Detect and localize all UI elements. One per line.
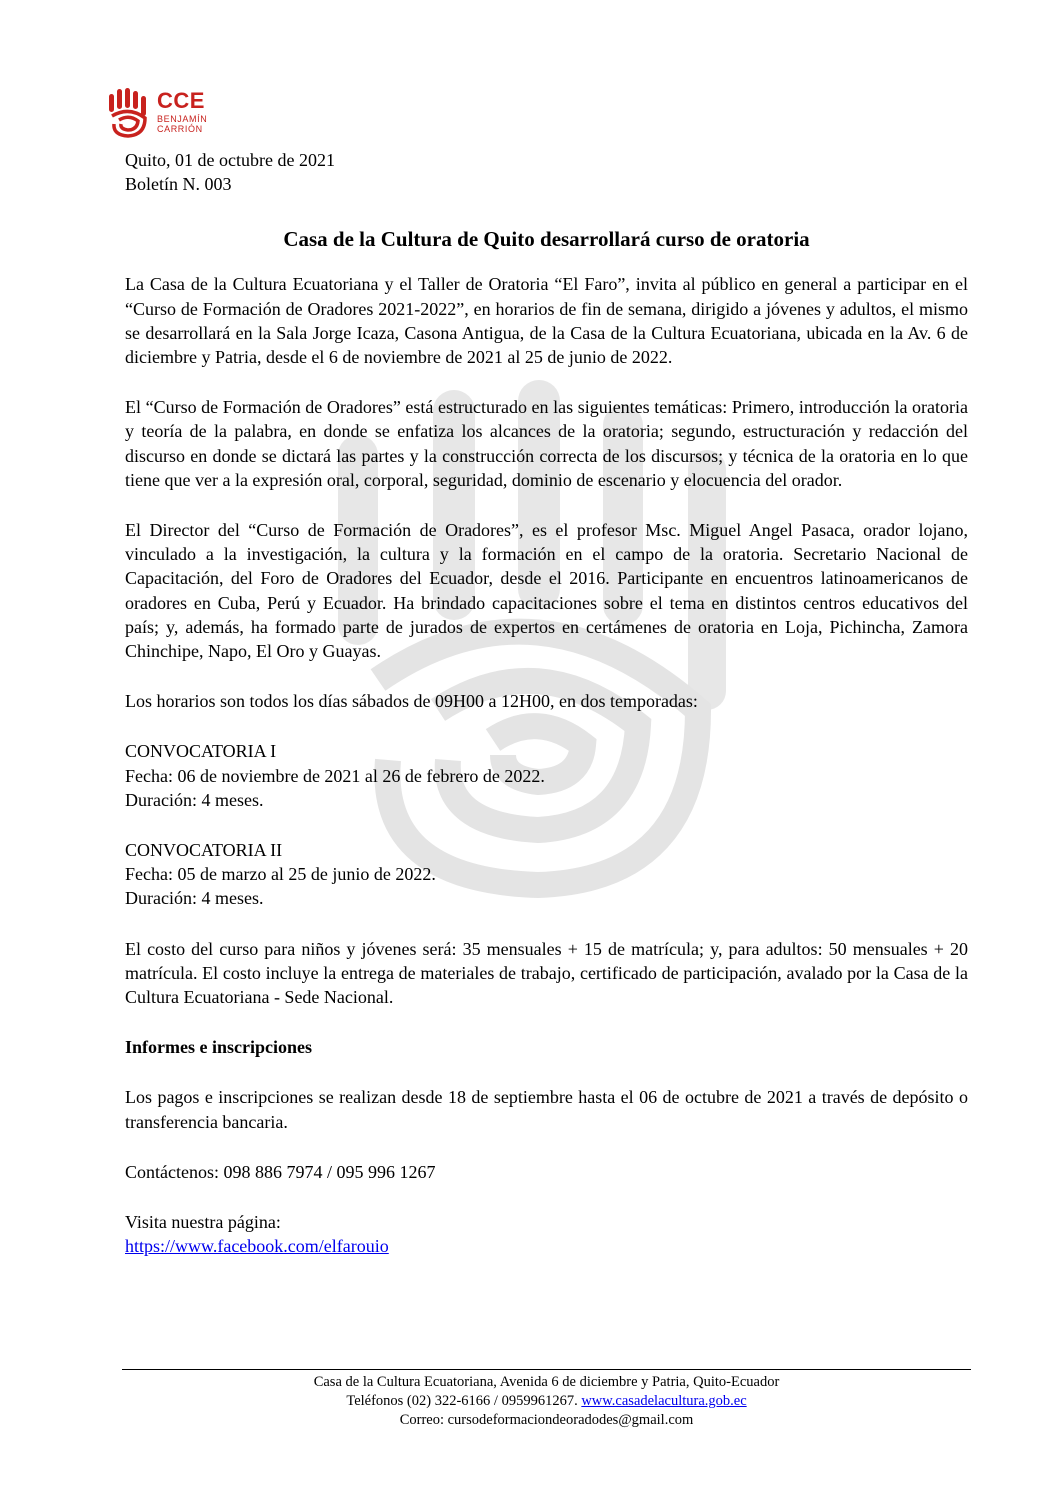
logo-line1: BENJAMÍN <box>157 114 208 124</box>
footer-email: Correo: cursodeformaciondeoradodes@gmail.com <box>399 1412 694 1428</box>
cce-hand-spiral-logo-icon <box>107 88 151 138</box>
logo-line2: CARRIÓN <box>157 124 203 134</box>
paragraph-horarios: Los horarios son todos los días sábados de 09H00 a 12H00, en dos temporadas: <box>125 691 698 712</box>
facebook-link[interactable]: https://www.facebook.com/elfarouio <box>125 1236 389 1257</box>
convocatoria-1-name: CONVOCATORIA I <box>125 741 277 762</box>
convocatoria-1-duracion: Duración: 4 meses. <box>125 789 264 810</box>
bulletin-number: Boletín N. 003 <box>125 174 232 195</box>
paragraph-intro: La Casa de la Cultura Ecuatoriana y el Taller de Oratoria “El Faro”, invita al público en general a participar en el “Curso de Formación de Oradores 2021-2022”, en horarios de fin de semana, dirigido a jóvenes y adultos, el mismo se desarrollará en la Sala Jorge Icaza, Casona Antigua, de la Casa de la Cultura Ecuatoriana, ubicada en la Av. 6 de diciembre y Patria, desde el 6 de noviembre de 2021 al 25 de junio de 2022. <box>125 274 968 368</box>
paragraph-costo: El costo del curso para niños y jóvenes será: 35 mensuales + 15 de matrícula; y, para adultos: 50 mensuales + 20 matrícula. El costo incluye la entrega de materiales de trabajo, certificado de participación, avalado por la Casa de la Cultura Ecuatoriana - Sede Nacional. <box>125 938 968 1008</box>
paragraph-tematicas: El “Curso de Formación de Oradores” está estructurado en las siguientes temáticas: Primero, introducción la oratoria y teoría de la palabra, en donde se enfatiza los alcances de la oratoria; segundo, estructuración y redacción del discurso en donde se dictará las partes y la construcción correcta de los discursos; y técnica de la oratoria en lo que tiene que ver a la expresión oral, corporal, seguridad, dominio de escenario y elocuencia del orador. <box>125 397 968 490</box>
paragraph-director: El Director del “Curso de Formación de Oradores”, es el profesor Msc. Miguel Angel Pasaca, orador lojano, vinculado a la investigación, la cultura y la formación en el campo de la oratoria. Secretario Nacional de Capacitación, del Foro de Oradores del Ecuador, desde el 2016. Participante en encuentros latinoamericanos de oradores en Cuba, Perú y Ecuador. Ha brindado capacitaciones sobre el tema en distintos centros educativos del país; y, además, ha formado parte de jurados de expertos en certámenes de oratoria en Loja, Pichincha, Zamora Chinchipe, Napo, El Oro y Guayas. <box>125 520 968 662</box>
place-date: Quito, 01 de octubre de 2021 <box>125 150 335 170</box>
document-body <box>125 148 968 1259</box>
visit-label: Visita nuestra página: <box>125 1212 281 1233</box>
footer-website-link[interactable]: www.casadelacultura.gob.ec <box>581 1393 747 1409</box>
footer-phones-line <box>122 1392 971 1411</box>
convocatoria-1-fecha: Fecha: 06 de noviembre de 2021 al 26 de febrero de 2022. <box>125 765 545 786</box>
paragraph-pagos: Los pagos e inscripciones se realizan desde 18 de septiembre hasta el 06 de octubre de 2021 a través de depósito o transferencia bancaria. <box>125 1087 968 1132</box>
footer-address: Casa de la Cultura Ecuatoriana, Avenida 6 de diciembre y Patria, Quito-Ecuador <box>313 1374 780 1390</box>
footer-phones: Teléfonos (02) 322-6166 / 0959961267. <box>346 1393 578 1409</box>
convocatoria-2-name: CONVOCATORIA II <box>125 840 283 861</box>
convocatoria-2-duracion: Duración: 4 meses. <box>125 888 264 909</box>
cce-logo <box>107 88 227 140</box>
convocatoria-2-fecha: Fecha: 05 de marzo al 25 de junio de 2022. <box>125 864 436 885</box>
document-title: Casa de la Cultura de Quito desarrollará curso de oratoria <box>283 227 810 252</box>
logo-cce-text: CCE <box>157 88 205 113</box>
footer-divider <box>122 1369 971 1370</box>
footer <box>122 1373 971 1430</box>
informes-heading: Informes e inscripciones <box>125 1037 312 1058</box>
contact-phones: Contáctenos: 098 886 7974 / 095 996 1267 <box>125 1161 436 1182</box>
